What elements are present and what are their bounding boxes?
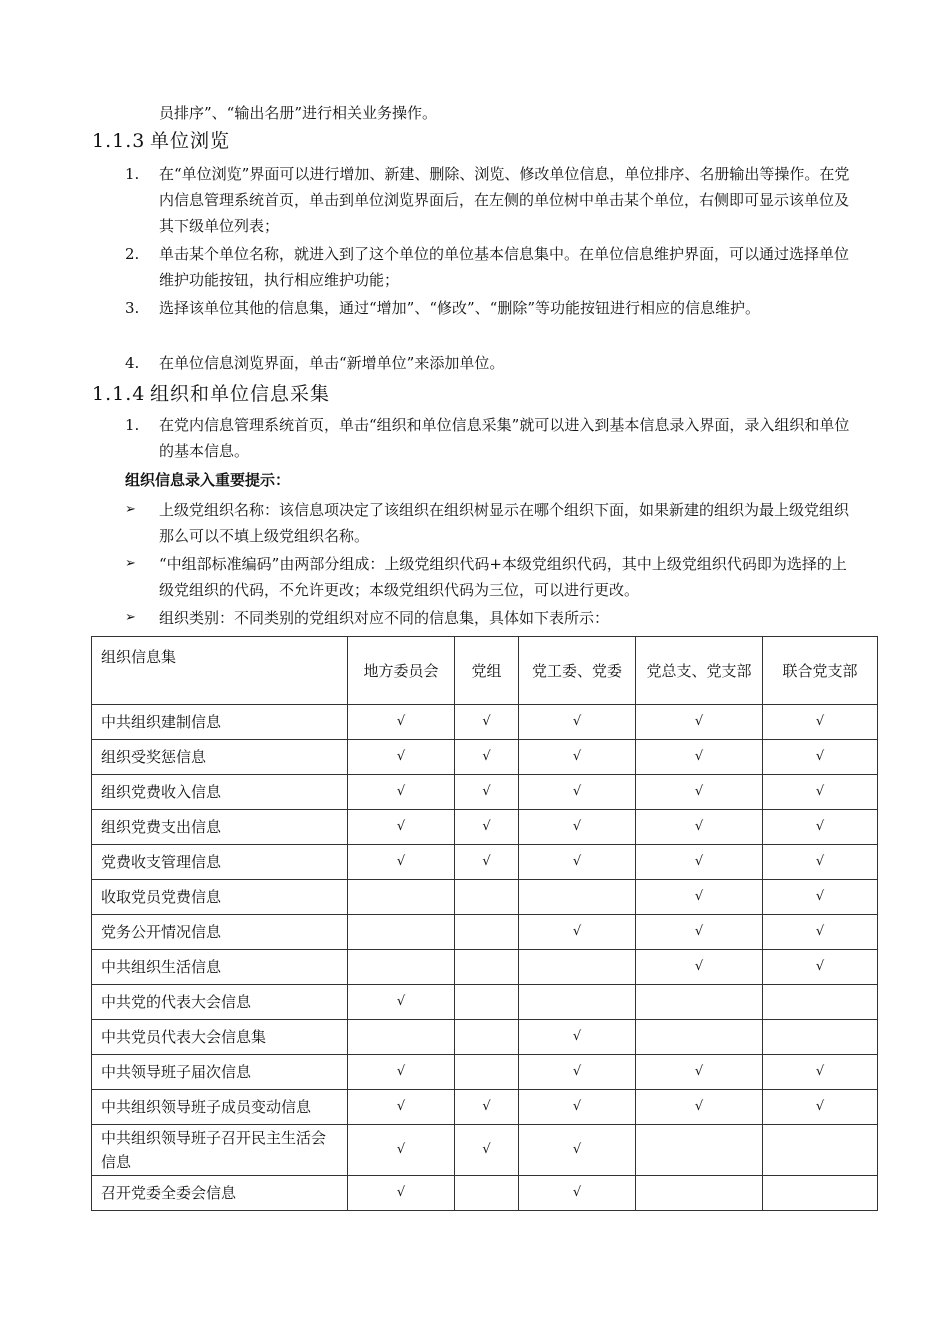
check-mark-icon: √ xyxy=(636,810,763,845)
table-cell-name: 中共组织领导班子召开民主生活会信息 xyxy=(92,1125,348,1176)
table-cell-name: 组织受奖惩信息 xyxy=(92,740,348,775)
bullet-arrow-icon: ➢ xyxy=(125,556,136,571)
check-mark-icon: √ xyxy=(348,1176,455,1211)
list-item xyxy=(125,412,860,464)
table-cell-empty xyxy=(455,880,519,915)
list-number: 1. xyxy=(125,416,140,434)
bullet-item xyxy=(125,497,860,549)
table-header-cell: 党组 xyxy=(455,637,519,705)
check-mark-icon: √ xyxy=(763,740,878,775)
check-mark-icon: √ xyxy=(763,950,878,985)
table-cell-empty xyxy=(455,985,519,1020)
check-mark-icon: √ xyxy=(519,1020,636,1055)
table-cell-empty xyxy=(455,1020,519,1055)
check-mark-icon: √ xyxy=(455,1090,519,1125)
list-text: 在单位信息浏览界面，单击“新增单位”来添加单位。 xyxy=(159,354,505,372)
list-text: 在“单位浏览”界面可以进行增加、新建、删除、浏览、修改单位信息，单位排序、名册输出等操作。在党内信息管理系统首页，单击到单位浏览界面后，在左侧的单位树中单击某个单位，右侧即可显示该单位及其下级单位列表； xyxy=(159,165,850,235)
section-title: 组织和单位信息采集 xyxy=(150,383,331,405)
check-mark-icon: √ xyxy=(519,740,636,775)
check-mark-icon: √ xyxy=(763,845,878,880)
table-cell-name: 召开党委全委会信息 xyxy=(92,1176,348,1211)
table-row xyxy=(92,705,878,740)
table-header-cell: 党总支、党支部 xyxy=(636,637,763,705)
check-mark-icon: √ xyxy=(636,880,763,915)
table-cell-name: 中共党员代表大会信息集 xyxy=(92,1020,348,1055)
table-cell-name: 中共组织领导班子成员变动信息 xyxy=(92,1090,348,1125)
check-mark-icon: √ xyxy=(763,775,878,810)
check-mark-icon: √ xyxy=(763,1055,878,1090)
table-row xyxy=(92,1176,878,1211)
check-mark-icon: √ xyxy=(519,1090,636,1125)
list-number: 4. xyxy=(125,354,140,372)
check-mark-icon: √ xyxy=(455,705,519,740)
bullet-item xyxy=(125,605,860,631)
check-mark-icon: √ xyxy=(763,1090,878,1125)
bullet-item xyxy=(125,551,860,603)
table-cell-name: 党务公开情况信息 xyxy=(92,915,348,950)
section-heading-info-collection xyxy=(92,381,330,407)
list-number: 2. xyxy=(125,245,140,263)
table-cell-empty xyxy=(763,985,878,1020)
table-cell-empty xyxy=(763,1125,878,1176)
list-item xyxy=(125,161,860,239)
table-header-cell: 联合党支部 xyxy=(763,637,878,705)
table-cell-empty xyxy=(348,950,455,985)
check-mark-icon: √ xyxy=(519,845,636,880)
table-cell-empty xyxy=(455,950,519,985)
bullet-arrow-icon: ➢ xyxy=(125,610,136,625)
table-header-row xyxy=(92,637,878,705)
check-mark-icon: √ xyxy=(348,705,455,740)
table-cell-empty xyxy=(636,985,763,1020)
check-mark-icon: √ xyxy=(348,1055,455,1090)
check-mark-icon: √ xyxy=(348,1125,455,1176)
check-mark-icon: √ xyxy=(519,775,636,810)
check-mark-icon: √ xyxy=(763,880,878,915)
section-number: 1.1.3 xyxy=(92,130,146,152)
table-row xyxy=(92,880,878,915)
check-mark-icon: √ xyxy=(636,740,763,775)
check-mark-icon: √ xyxy=(348,775,455,810)
table-cell-empty xyxy=(348,915,455,950)
list-item xyxy=(125,295,860,321)
check-mark-icon: √ xyxy=(636,915,763,950)
table-row xyxy=(92,950,878,985)
note-title: 组织信息录入重要提示： xyxy=(125,471,291,489)
table-cell-empty xyxy=(519,880,636,915)
check-mark-icon: √ xyxy=(348,985,455,1020)
check-mark-icon: √ xyxy=(455,845,519,880)
table-cell-empty xyxy=(763,1020,878,1055)
check-mark-icon: √ xyxy=(455,740,519,775)
list-number: 3. xyxy=(125,299,140,317)
section-heading-unit-browse xyxy=(92,128,230,154)
table-header-cell: 党工委、党委 xyxy=(519,637,636,705)
check-mark-icon: √ xyxy=(519,1125,636,1176)
table-cell-empty xyxy=(348,1020,455,1055)
table-cell-empty xyxy=(636,1125,763,1176)
table-row xyxy=(92,1125,878,1176)
continuation-text: 员排序”、“输出名册”进行相关业务操作。 xyxy=(159,104,438,122)
list-text: 单击某个单位名称，就进入到了这个单位的单位基本信息集中。在单位信息维护界面，可以通过选择单位维护功能按钮，执行相应维护功能； xyxy=(159,245,850,289)
table-row xyxy=(92,915,878,950)
bullet-text: 上级党组织名称：该信息项决定了该组织在组织树显示在哪个组织下面，如果新建的组织为最上级党组织那么可以不填上级党组织名称。 xyxy=(159,501,850,545)
table-row xyxy=(92,1055,878,1090)
table-cell-empty xyxy=(763,1176,878,1211)
org-info-table xyxy=(91,636,878,1211)
bullet-arrow-icon: ➢ xyxy=(125,502,136,517)
check-mark-icon: √ xyxy=(455,775,519,810)
table-row xyxy=(92,1090,878,1125)
check-mark-icon: √ xyxy=(636,950,763,985)
check-mark-icon: √ xyxy=(763,915,878,950)
check-mark-icon: √ xyxy=(348,845,455,880)
list-item xyxy=(125,350,860,376)
check-mark-icon: √ xyxy=(519,810,636,845)
check-mark-icon: √ xyxy=(455,810,519,845)
table-cell-empty xyxy=(455,1055,519,1090)
table-cell-empty xyxy=(455,915,519,950)
check-mark-icon: √ xyxy=(763,810,878,845)
table-cell-empty xyxy=(348,880,455,915)
list-text: 在党内信息管理系统首页，单击“组织和单位信息采集”就可以进入到基本信息录入界面，录入组织和单位的基本信息。 xyxy=(159,416,850,460)
check-mark-icon: √ xyxy=(636,705,763,740)
table-row xyxy=(92,775,878,810)
bullet-text: “中组部标准编码”由两部分组成：上级党组织代码+本级党组织代码，其中上级党组织代码即为选择的上级党组织的代码，不允许更改；本级党组织代码为三位，可以进行更改。 xyxy=(159,555,847,599)
check-mark-icon: √ xyxy=(519,915,636,950)
table-cell-name: 中共组织建制信息 xyxy=(92,705,348,740)
table-cell-empty xyxy=(519,985,636,1020)
list-number: 1. xyxy=(125,165,140,183)
check-mark-icon: √ xyxy=(348,810,455,845)
table-row xyxy=(92,985,878,1020)
table-cell-name: 组织党费收入信息 xyxy=(92,775,348,810)
check-mark-icon: √ xyxy=(455,1125,519,1176)
check-mark-icon: √ xyxy=(636,1090,763,1125)
check-mark-icon: √ xyxy=(636,845,763,880)
table-row xyxy=(92,740,878,775)
table-cell-name: 收取党员党费信息 xyxy=(92,880,348,915)
table-cell-name: 组织党费支出信息 xyxy=(92,810,348,845)
check-mark-icon: √ xyxy=(636,1055,763,1090)
list-item xyxy=(125,241,860,293)
table-row xyxy=(92,810,878,845)
section-title: 单位浏览 xyxy=(150,130,231,152)
check-mark-icon: √ xyxy=(348,1090,455,1125)
table-cell-name: 中共领导班子届次信息 xyxy=(92,1055,348,1090)
section-number: 1.1.4 xyxy=(92,383,146,405)
check-mark-icon: √ xyxy=(519,1055,636,1090)
table-cell-empty xyxy=(636,1176,763,1211)
table-header-cell: 地方委员会 xyxy=(348,637,455,705)
check-mark-icon: √ xyxy=(348,740,455,775)
table-cell-empty xyxy=(636,1020,763,1055)
check-mark-icon: √ xyxy=(763,705,878,740)
table-row xyxy=(92,1020,878,1055)
bullet-text: 组织类别：不同类别的党组织对应不同的信息集，具体如下表所示： xyxy=(159,609,610,627)
table-cell-name: 中共党的代表大会信息 xyxy=(92,985,348,1020)
table-cell-empty xyxy=(519,950,636,985)
table-header-cell: 组织信息集 xyxy=(92,637,348,705)
check-mark-icon: √ xyxy=(519,705,636,740)
table-cell-name: 中共组织生活信息 xyxy=(92,950,348,985)
table-cell-empty xyxy=(455,1176,519,1211)
list-text: 选择该单位其他的信息集，通过“增加”、“修改”、“删除”等功能按钮进行相应的信息维护。 xyxy=(159,299,761,317)
table-row xyxy=(92,845,878,880)
table-cell-name: 党费收支管理信息 xyxy=(92,845,348,880)
check-mark-icon: √ xyxy=(519,1176,636,1211)
check-mark-icon: √ xyxy=(636,775,763,810)
